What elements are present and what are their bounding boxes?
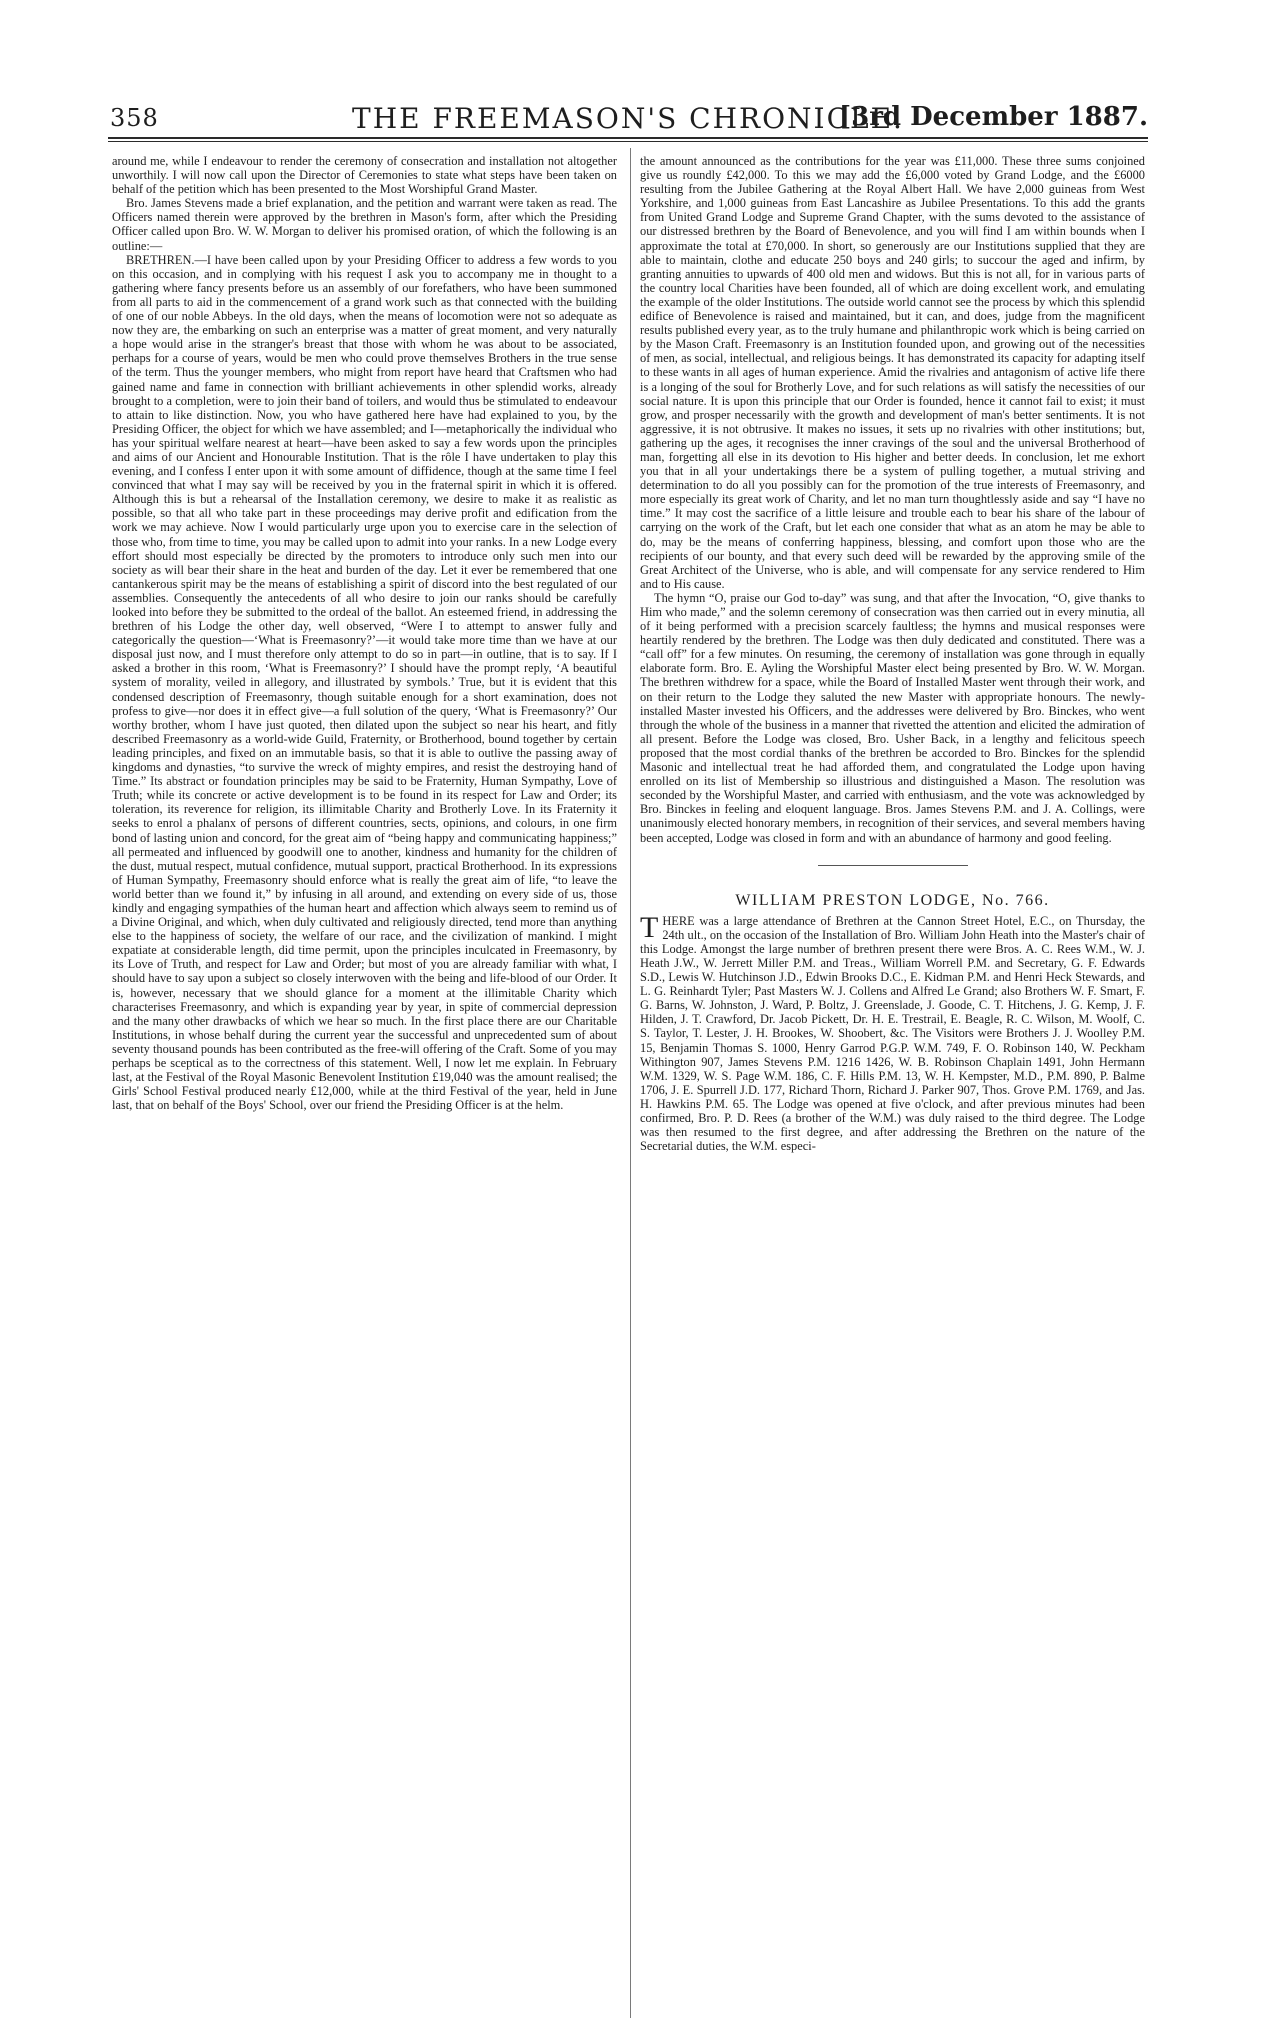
masthead-title: THE FREEMASON'S CHRONICLE. <box>352 102 904 135</box>
right-paragraph: The hymn “O, praise our God to-day” was sung, and that after the Invocation, “O, give thanks to Him who made,” and the solemn ceremony of consecration was then carried out in every minutia, all of it being performed with a precision scarcely faultless; the hymns and musical responses were heartily rendered by the brethren. The Lodge was then duly dedicated and constituted. There was a “call off” for a few minutes. On resuming, the ceremony of installation was gone through in equally elaborate form. Bro. E. Ayling the Worshipful Master elect being presented by Bro. W. W. Morgan. The brethren withdrew for a space, while the Board of Installed Master went through their work, and on their return to the Lodge they saluted the new Master with appropriate honours. The newly-installed Master invested his Officers, and the addresses were delivered by Bro. Binckes, who went through the whole of the business in a manner that rivetted the attention and elicited the admiration of all present. Before the Lodge was closed, Bro. Usher Back, in a lengthy and felicitous speech proposed that the most cordial thanks of the brethren be accorded to Bro. Binckes for the splendid Masonic and intellectual treat he had afforded them, and congratulated the Lodge upon having enrolled on its list of Membership so illustrious and distinguished a Mason. The resolution was seconded by the Worshipful Master, and carried with enthusiasm, and the vote was acknowledged by Bro. Binckes in feeling and eloquent language. Bros. James Stevens P.M. and J. A. Collings, were unanimously elected honorary members, in recognition of their services, and several members having been accepted, Lodge was closed in form and with an abundance of harmony and good feeling. <box>640 590 1145 845</box>
right-paragraph: the amount announced as the contributions for the year was £11,000. These three sums conjoined give us roundly £42,000. To this we may add the £6,000 voted by Grand Lodge, and the £6000 resulting from the Jubilee Gathering at the Royal Albert Hall. We have 2,000 guineas from West Yorkshire, and 1,000 guineas from East Lancashire as Jubilee Presentations. To this add the grants from United Grand Lodge and Supreme Grand Chapter, with the sums devoted to the assistance of our distressed brethren by the Board of Benevolence, and you will find I am within bounds when I approximate the total at £70,000. In short, so generously are our Institutions supplied that they are able to maintain, clothe and educate 250 boys and 240 girls; to succour the aged and infirm, by granting annuities to upwards of 400 old men and widows. But this is not all, for in various parts of the country local Charities have been founded, all of which are doing excellent work, and emulating the example of the older Institutions. The outside world cannot see the process by which this splendid edifice of Benevolence is raised and maintained, but it can, and does, judge from the magnificent results published every year, as to the truly humane and philanthropic work which is being carried on by the Mason Craft. Freemasonry is an Institution founded upon, and growing out of the necessities of men, as social, intellectual, and religious beings. It has demonstrated its capacity for adapting itself to these wants in all ages of human experience. Amid the rivalries and antagonism of active life there is a longing of the soul for Brotherly Love, and for such relations as will satisfy the necessities of our social nature. It is upon this principle that our Order is founded, hence it cannot fail to exist; it must grow, and prosper necessarily with the growth and development of man's better sentiments. It is not aggressive, it is not obtrusive. It makes no issues, it sets up no rivalries with other institutions; but, gathering up the ages, it recognises the inner cravings of the soul and the universal Brotherhood of man, forgetting all else in its devotion to His higher and better deeds. In conclusion, let me exhort you that in all your undertakings there be a system of pulling together, a mutual striving and determination to do all you possibly can for the promotion of the true interests of Freemasonry, and more especially its great work of Charity, and let no man turn thoughtlessly aside and say “I have no time.” It may cost the sacrifice of a little leisure and trouble each to bear his share of the labour of carrying on the work of the Craft, but let each one consider that what as an atom he may be able to do, may be the means of conferring happiness, blessing, and comfort upon those who are the recipients of our bounty, and that every such deed will be rewarded by the approving smile of the Great Architect of the Universe, who is able, and will compensate for any service rendered to Him and to His cause. <box>640 154 1145 591</box>
section-heading: WILLIAM PRESTON LODGE, No. 766. <box>735 891 1050 909</box>
left-column <box>112 154 617 1112</box>
lodge-report-paragraph <box>640 910 1145 1154</box>
right-column <box>640 154 1145 1153</box>
column-divider <box>630 148 631 2018</box>
page-number: 358 <box>110 104 159 132</box>
section-separator <box>818 865 968 866</box>
header-rule-thick <box>108 137 1148 139</box>
drop-cap: T <box>640 910 659 944</box>
page-header <box>108 100 1148 134</box>
left-paragraph: Bro. James Stevens made a brief explanation, and the petition and warrant were taken as read. The Officers named therein were approved by the brethren in Mason's form, after which the Presiding Officer called upon Bro. W. W. Morgan to deliver his promised oration, of which the following is an outline:— <box>112 196 617 253</box>
header-rule-thin <box>108 141 1148 142</box>
lodge-report-text: HERE was a large attendance of Brethren at the Cannon Street Hotel, E.C., on Thursday, the 24th ult., on the occasion of the Installation of Bro. William John Heath into the Master's chair of this Lodge. Amongst the large number of brethren present there were Bros. A. C. Rees W.M., W. J. Heath J.W., W. Jerrett Miller P.M. and Treas., William Worrell P.M. and Secretary, G. F. Edwards S.D., Lewis W. Hutchinson J.D., Edwin Brooks D.C., E. Kidman P.M. and Henri Heck Stewards, and L. G. Reinhardt Tyler; Past Masters W. J. Collens and Alfred Le Grand; also Brothers W. F. Smart, F. G. Barns, W. Johnston, J. Ward, P. Boltz, J. Greenslade, J. Goode, C. T. Hitchens, J. G. Kemp, J. F. Hilden, J. T. Crawford, Dr. Jacob Pickett, Dr. H. E. Trestrail, E. Beagle, R. C. Wilson, M. Woolf, C. S. Taylor, T. Lester, J. H. Brookes, W. Shoobert, &c. The Visitors were Brothers J. J. Woolley P.M. 15, Benjamin Thomas S. 1000, Henry Garrod P.G.P. W.M. 749, F. O. Robinson 140, W. Peckham Withington 907, James Stevens P.M. 1216 1426, W. B. Robinson Chaplain 1491, John Hermann W.M. 1329, W. S. Page W.M. 186, C. F. Hills P.M. 13, W. H. Kempster, M.D., P.M. 890, P. Balme 1706, J. E. Spurrell J.D. 177, Richard Thorn, Richard J. Parker 907, Thos. Grove P.M. 1769, and Jas. H. Hawkins P.M. 65. The Lodge was opened at five o'clock, and after previous minutes had been confirmed, Bro. P. D. Rees (a brother of the W.M.) was duly raised to the third degree. The Lodge was then resumed to the first degree, and after addressing the Brethren on the nature of the Secretarial duties, the W.M. especi- <box>640 913 1145 1154</box>
issue-date: [3rd December 1887. <box>838 102 1148 132</box>
left-paragraph: around me, while I endeavour to render the ceremony of consecration and installation not altogether unworthily. I will now call upon the Director of Ceremonies to state what steps have been taken on behalf of the petition which has been presented to the Most Worshipful Grand Master. <box>112 154 617 197</box>
oration-paragraph: BRETHREN.—I have been called upon by your Presiding Officer to address a few words to you on this occasion, and in complying with his request I ask you to accompany me in thought to a gathering where fancy presents before us an assembly of our forefathers, who have been summoned from all parts to aid in the commencement of a grand work such as that connected with the building of one of our noble Abbeys. In the old days, when the means of locomotion were not so adequate as now they are, the embarking on such an enterprise was a matter of great moment, and very naturally a hope would arise in the stranger's breast that those with whom he was about to be associated, perhaps for a course of years, would be men who could prove themselves Brothers in the true sense of the term. Thus the younger members, who might from report have heard that Craftsmen who had gained name and fame in connection with brilliant achievements in other splendid works, already brought to a completion, were to join their band of toilers, and would thus be stimulated to endeavour to attain to like distinction. Now, you who have gathered here have had explained to you, by the Presiding Officer, the object for which we have assembled; and I—metaphorically the individual who has your spiritual welfare nearest at heart—have been asked to say a few words upon the principles and aims of our Ancient and Honourable Institution. That is the rôle I have undertaken to play this evening, and I confess I enter upon it with some amount of diffidence, though at the same time I feel convinced that what I may say will be received by you in the fraternal spirit in which it is offered. Although this is but a rehearsal of the Installation ceremony, we desire to make it as realistic as possible, so that all who take part in these proceedings may derive profit and edification from the work we may achieve. Now I would particularly urge upon you to exercise care in the selection of those who, from time to time, you may be called upon to admit into your ranks. In a new Lodge every effort should most especially be directed by the promoters to introduce only such men into our society as will bear their share in the heat and burden of the day. Let it ever be remembered that one cantankerous spirit may be the means of establishing a spirit of discord into the best regulated of our assemblies. Consequently the antecedents of all who desire to join our ranks should be carefully looked into before they be submitted to the ordeal of the ballot. An esteemed friend, in addressing the brethren of his Lodge the other day, well observed, “Were I to attempt to answer fully and categorically the question—‘What is Freemasonry?’—it would take more time than we have at our disposal just now, and I must therefore only attempt to do so in part—in outline, that is to say. If I asked a brother in this room, ‘What is Freemasonry?’ I should have the prompt reply, ‘A beautiful system of morality, veiled in allegory, and illustrated by symbols.’ True, but it is evident that this condensed description of Freemasonry, though suitable enough for a short examination, does not profess to give—nor does it in effect give—a full solution of the query, ‘What is Freemasonry?’ Our worthy brother, whom I have just quoted, then dilated upon the subject so near his heart, and fitly described Freemasonry as a world-wide Guild, Fraternity, or Brotherhood, bound together by certain leading principles, and fixed on an immutable basis, so that it is able to outlive the passing away of kingdoms and dynasties, “to survive the wreck of mighty empires, and resist the destroying hand of Time.” Its abstract or foundation principles may be said to be Fraternity, Human Sympathy, Love of Truth; while its concrete or active development is to be found in its respect for Law and Order; its toleration, its reverence for religion, its illimitable Charity and Brotherly Love. In its Fraternity it seeks to enrol a phalanx of persons of different countries, sects, opinions, and colours, in one firm bond of lasting union and concord, for the great aim of “being happy and communicating happiness;” all permeated and influenced by goodwill one to another, kindness and humanity for the children of the dust, mutual respect, mutual confidence, mutual support, practical Brotherhood. In its expressions of Human Sympathy, Freemasonry should enforce what is really the great aim of life, “to leave the world better than we found it,” by infusing in all around, and extending on every side of us, those kindly and engaging sympathies of the human heart and affection which always seem to remind us of a Divine Original, and which, when duly cultivated and religiously directed, tend more than anything else to the happiness of society, the welfare of our race, and the civilization of mankind. I might expatiate at considerable length, did time permit, upon the principles inculcated in Freemasonry, by its Love of Truth, and respect for Law and Order; but most of you are already familiar with what, I should have to say upon a subject so closely interwoven with the being and life-blood of our Order. It is, however, necessary that we should glance for a moment at the illimitable Charity which characterises Freemasonry, and which is expanding year by year, in spite of commercial depression and the many other drawbacks of which we hear so much. In the first place there are our Charitable Institutions, in whose behalf during the current year the successful and unprecedented sum of about seventy thousand pounds has been contributed as the free-will offering of the Craft. Some of you may perhaps be sceptical as to the correctness of this statement. Well, I now let me explain. In February last, at the Festival of the Royal Masonic Benevolent Institution £19,040 was the amount realised; the Girls' School Festival produced nearly £12,000, while at the third Festival of the year, held in June last, that on behalf of the Boys' School, over our friend the Presiding Officer is at the helm. <box>112 252 617 1113</box>
